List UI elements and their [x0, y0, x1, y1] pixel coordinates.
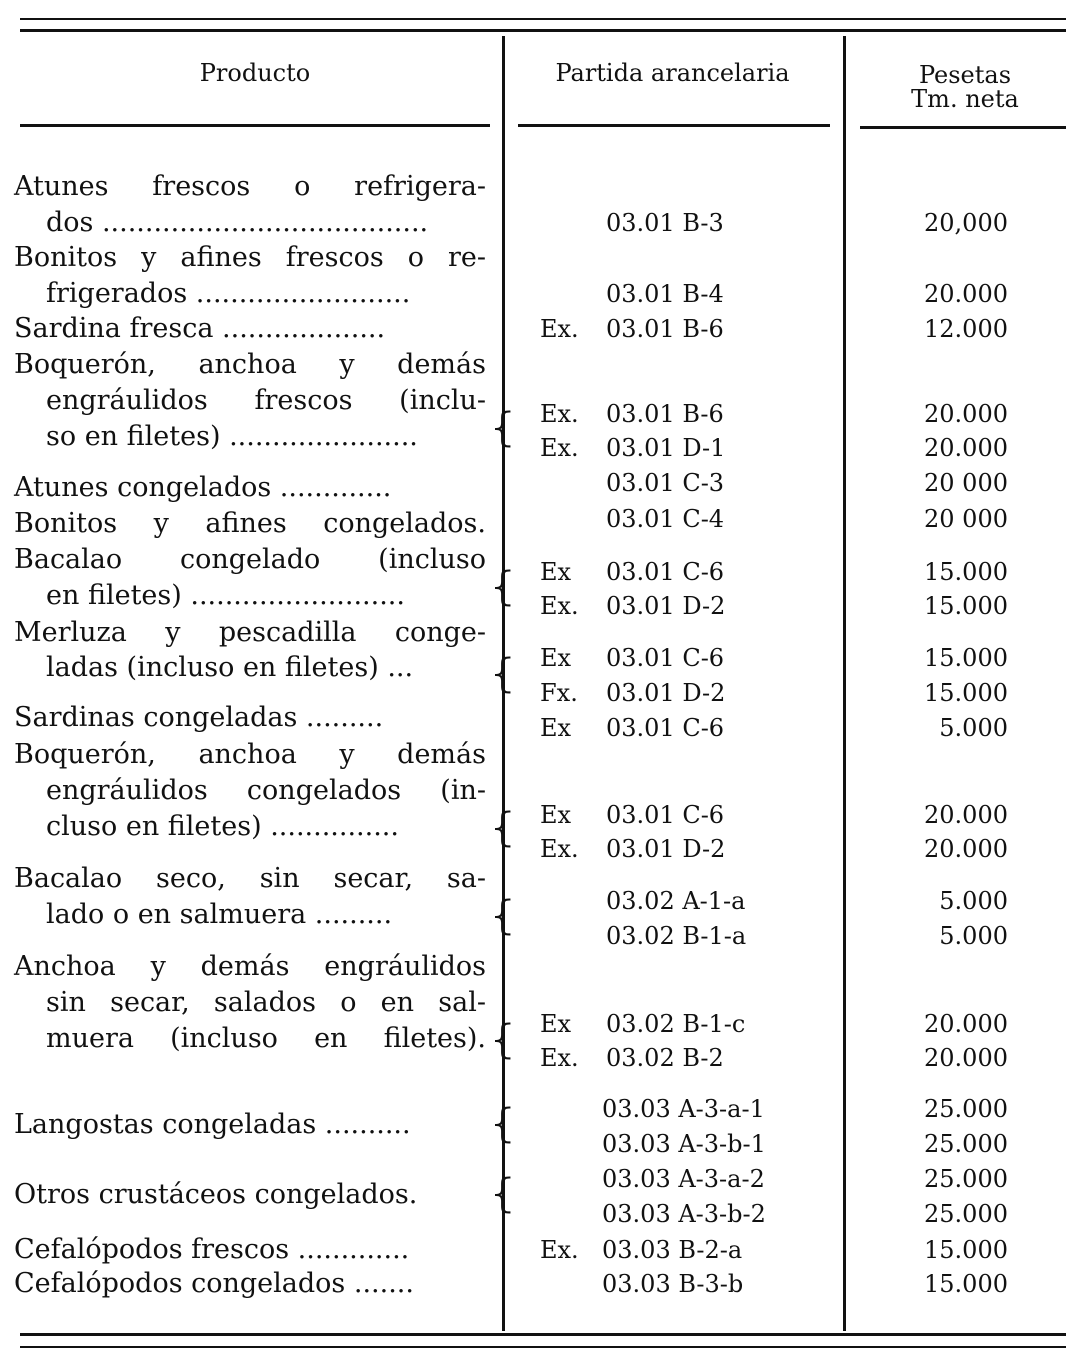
- ex-prefix: Ex: [540, 558, 572, 586]
- tariff-code: 03.01 C-4: [606, 505, 725, 533]
- product-line: Cefalópodos frescos .............: [14, 1234, 410, 1265]
- ex-prefix: Ex: [540, 644, 572, 672]
- pesetas-value: 15.000: [924, 1236, 1008, 1264]
- tariff-code: 03.03 A-3-b-1: [602, 1130, 766, 1158]
- tariff-code: 03.01 C-6: [606, 558, 725, 586]
- product-line: Atunes congelados .............: [14, 472, 392, 503]
- brace: {: [490, 405, 516, 451]
- product-line: engráulidos frescos (inclu-: [46, 385, 486, 416]
- tariff-code: 03.01 D-2: [606, 835, 726, 863]
- product-line: Sardinas congeladas .........: [14, 702, 384, 733]
- top-rule-1: [20, 18, 1066, 20]
- pesetas-value: 20.000: [924, 280, 1008, 308]
- product-line: Boquerón, anchoa y demás: [14, 349, 486, 380]
- pesetas-value: 20.000: [924, 1010, 1008, 1038]
- pesetas-value: 15.000: [924, 644, 1008, 672]
- ex-prefix: Ex.: [540, 1044, 579, 1072]
- pesetas-value: 25.000: [924, 1165, 1008, 1193]
- brace: {: [490, 893, 516, 939]
- tariff-code: 03.01 B-3: [606, 209, 724, 237]
- pesetas-value: 25.000: [924, 1130, 1008, 1158]
- product-line: Cefalópodos congelados .......: [14, 1268, 414, 1299]
- product-line: sin secar, salados o en sal-: [46, 987, 486, 1018]
- product-line: en filetes) .........................: [46, 580, 405, 611]
- bottom-rule-2: [20, 1346, 1066, 1348]
- pesetas-value: 12.000: [924, 315, 1008, 343]
- ex-prefix: Ex: [540, 801, 572, 829]
- pesetas-value: 15.000: [924, 679, 1008, 707]
- tariff-code: 03.02 B-2: [606, 1044, 724, 1072]
- pesetas-value: 20.000: [924, 400, 1008, 428]
- ex-prefix: Ex: [540, 714, 572, 742]
- pesetas-value: 5.000: [939, 714, 1008, 742]
- tariff-code: 03.01 D-1: [606, 434, 726, 462]
- pesetas-value: 20.000: [924, 1044, 1008, 1072]
- pesetas-value: 20.000: [924, 801, 1008, 829]
- header-pesetas: Pesetas: [918, 61, 1012, 89]
- pesetas-value: 20.000: [924, 434, 1008, 462]
- product-line: dos ......................................: [46, 207, 429, 238]
- pesetas-value: 15.000: [924, 1270, 1008, 1298]
- pesetas-value: 5.000: [939, 922, 1008, 950]
- tariff-code: 03.01 B-4: [606, 280, 724, 308]
- header-tm-neta: Tm. neta: [911, 85, 1019, 113]
- pesetas-value: 20 000: [924, 469, 1008, 497]
- tariff-code: 03.01 C-6: [606, 714, 725, 742]
- pesetas-value: 25.000: [924, 1200, 1008, 1228]
- product-line: Merluza y pescadilla conge-: [14, 617, 486, 648]
- product-line: Bonitos y afines congelados.: [14, 508, 486, 539]
- pesetas-value: 25.000: [924, 1095, 1008, 1123]
- pesetas-value: 20,000: [924, 209, 1008, 237]
- header-underline-3: [860, 126, 1066, 129]
- tariff-code: 03.03 B-2-a: [602, 1236, 743, 1264]
- tariff-code: 03.03 B-3-b: [602, 1270, 744, 1298]
- header-underline-1: [20, 124, 490, 127]
- tariff-code: 03.01 D-2: [606, 679, 726, 707]
- tariff-code: 03.01 C-3: [606, 469, 725, 497]
- ex-prefix: Ex.: [540, 1236, 579, 1264]
- bottom-rule-1: [20, 1333, 1066, 1336]
- tariff-code: 03.01 B-6: [606, 315, 724, 343]
- ex-prefix: Fx.: [540, 679, 578, 707]
- product-line: Anchoa y demás engráulidos: [14, 951, 486, 982]
- tariff-code: 03.02 A-1-a: [606, 887, 746, 915]
- product-line: cluso en filetes) ...............: [46, 811, 399, 842]
- brace: {: [490, 564, 516, 610]
- col-divider-2: [843, 36, 846, 1331]
- ex-prefix: Ex.: [540, 592, 579, 620]
- pesetas-value: 20.000: [924, 835, 1008, 863]
- pesetas-value: 15.000: [924, 558, 1008, 586]
- ex-prefix: Ex: [540, 1010, 572, 1038]
- brace: {: [490, 1171, 516, 1217]
- brace: {: [490, 651, 516, 697]
- tariff-code: 03.02 B-1-a: [606, 922, 747, 950]
- ex-prefix: Ex.: [540, 315, 579, 343]
- brace: {: [490, 1101, 516, 1147]
- product-line: so en filetes) ......................: [46, 421, 418, 452]
- header-underline-2: [518, 124, 830, 127]
- product-line: Otros crustáceos congelados.: [14, 1179, 418, 1210]
- header-partida: Partida arancelaria: [555, 59, 790, 87]
- top-rule-2: [20, 29, 1066, 32]
- product-line: Boquerón, anchoa y demás: [14, 739, 486, 770]
- product-line: ladas (incluso en filetes) ...: [46, 652, 414, 683]
- product-line: engráulidos congelados (in-: [46, 775, 486, 806]
- product-line: Bacalao congelado (incluso: [14, 544, 486, 575]
- product-line: lado o en salmuera .........: [46, 899, 393, 930]
- ex-prefix: Ex.: [540, 434, 579, 462]
- header-producto: Producto: [199, 59, 311, 87]
- tariff-code: 03.01 D-2: [606, 592, 726, 620]
- product-line: Sardina fresca ...................: [14, 313, 386, 344]
- brace: {: [490, 805, 516, 851]
- ex-prefix: Ex.: [540, 835, 579, 863]
- tariff-code: 03.03 A-3-b-2: [602, 1200, 766, 1228]
- ex-prefix: Ex.: [540, 400, 579, 428]
- product-line: muera (incluso en filetes).: [46, 1023, 486, 1054]
- product-line: Atunes frescos o refrigera-: [14, 171, 486, 202]
- tariff-code: 03.01 B-6: [606, 400, 724, 428]
- brace: {: [490, 1017, 516, 1063]
- product-line: Bonitos y afines frescos o re-: [14, 242, 486, 273]
- tariff-code: 03.01 C-6: [606, 644, 725, 672]
- tariff-code: 03.01 C-6: [606, 801, 725, 829]
- tariff-code: 03.03 A-3-a-2: [602, 1165, 765, 1193]
- pesetas-value: 20 000: [924, 505, 1008, 533]
- pesetas-value: 5.000: [939, 887, 1008, 915]
- product-line: Langostas congeladas ..........: [14, 1109, 411, 1140]
- product-line: Bacalao seco, sin secar, sa-: [14, 863, 486, 894]
- tariff-code: 03.02 B-1-c: [606, 1010, 746, 1038]
- pesetas-value: 15.000: [924, 592, 1008, 620]
- product-line: frigerados .........................: [46, 278, 411, 309]
- tariff-code: 03.03 A-3-a-1: [602, 1095, 765, 1123]
